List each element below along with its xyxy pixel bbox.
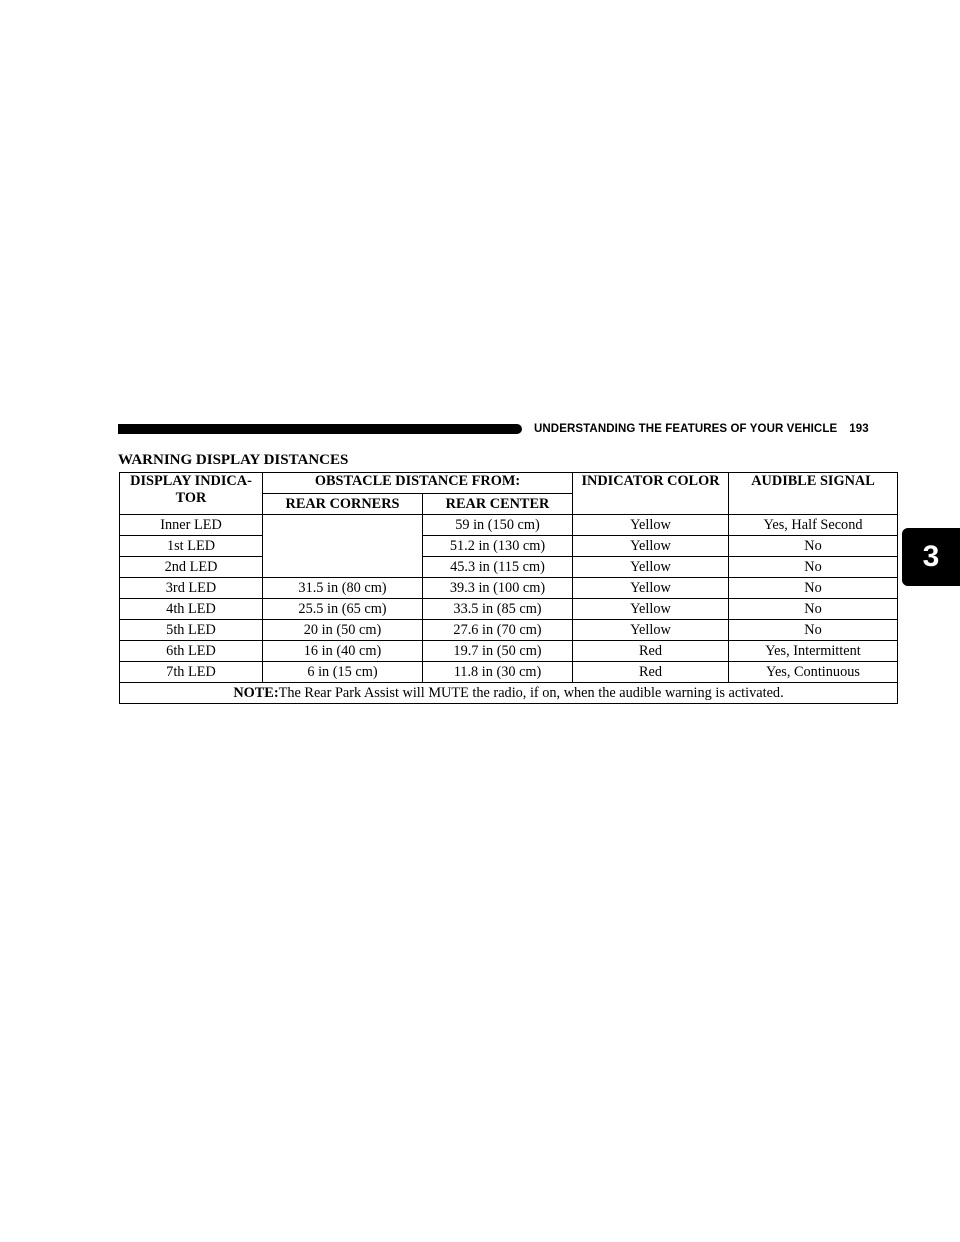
cell-color: Yellow <box>573 620 729 641</box>
cell-audible: No <box>729 620 898 641</box>
cell-led: 7th LED <box>120 662 263 683</box>
cell-color: Yellow <box>573 536 729 557</box>
running-header <box>534 421 869 437</box>
cell-corners: 20 in (50 cm) <box>263 620 423 641</box>
table-note-row <box>120 683 898 704</box>
warning-distances-table <box>119 472 898 704</box>
cell-audible: No <box>729 536 898 557</box>
header-indicator-color: INDICATOR COLOR <box>573 473 729 515</box>
cell-color: Yellow <box>573 599 729 620</box>
cell-led: 5th LED <box>120 620 263 641</box>
cell-corners: 31.5 in (80 cm) <box>263 578 423 599</box>
table-row <box>120 662 898 683</box>
cell-center: 19.7 in (50 cm) <box>423 641 573 662</box>
cell-center: 51.2 in (130 cm) <box>423 536 573 557</box>
cell-corners: 16 in (40 cm) <box>263 641 423 662</box>
cell-corners: 6 in (15 cm) <box>263 662 423 683</box>
cell-center: 59 in (150 cm) <box>423 515 573 536</box>
note-cell <box>120 683 898 704</box>
page-number: 193 <box>849 423 869 435</box>
cell-led: 4th LED <box>120 599 263 620</box>
cell-center: 45.3 in (115 cm) <box>423 557 573 578</box>
cell-audible: No <box>729 557 898 578</box>
header-display-indicator: DISPLAY INDICA-TOR <box>120 473 263 515</box>
table-header-row <box>120 473 898 494</box>
cell-center: 11.8 in (30 cm) <box>423 662 573 683</box>
cell-audible: Yes, Half Second <box>729 515 898 536</box>
cell-color: Red <box>573 641 729 662</box>
cell-color: Yellow <box>573 578 729 599</box>
note-text: The Rear Park Assist will MUTE the radio, if on, when the audible warning is activated. <box>278 685 784 701</box>
cell-corners-merged <box>263 515 423 578</box>
table-row <box>120 620 898 641</box>
table-row <box>120 557 898 578</box>
table-row <box>120 578 898 599</box>
section-title: WARNING DISPLAY DISTANCES <box>118 452 349 468</box>
table-row <box>120 599 898 620</box>
cell-led: 2nd LED <box>120 557 263 578</box>
cell-color: Red <box>573 662 729 683</box>
table-row <box>120 641 898 662</box>
header-obstacle-distance: OBSTACLE DISTANCE FROM: <box>263 473 573 494</box>
cell-center: 33.5 in (85 cm) <box>423 599 573 620</box>
cell-color: Yellow <box>573 557 729 578</box>
cell-led: 3rd LED <box>120 578 263 599</box>
cell-led: 6th LED <box>120 641 263 662</box>
cell-center: 39.3 in (100 cm) <box>423 578 573 599</box>
cell-led: Inner LED <box>120 515 263 536</box>
table-row <box>120 515 898 536</box>
cell-led: 1st LED <box>120 536 263 557</box>
header-rear-center: REAR CENTER <box>423 494 573 515</box>
cell-audible: Yes, Intermittent <box>729 641 898 662</box>
table-row <box>120 536 898 557</box>
cell-audible: No <box>729 578 898 599</box>
cell-corners: 25.5 in (65 cm) <box>263 599 423 620</box>
cell-center: 27.6 in (70 cm) <box>423 620 573 641</box>
cell-color: Yellow <box>573 515 729 536</box>
running-header-bar <box>118 424 522 434</box>
chapter-tab: 3 <box>902 528 960 586</box>
header-rear-corners: REAR CORNERS <box>263 494 423 515</box>
header-audible-signal: AUDIBLE SIGNAL <box>729 473 898 515</box>
note-label: NOTE: <box>233 685 279 701</box>
cell-audible: No <box>729 599 898 620</box>
running-header-title: UNDERSTANDING THE FEATURES OF YOUR VEHICLE <box>534 423 838 435</box>
cell-audible: Yes, Continuous <box>729 662 898 683</box>
